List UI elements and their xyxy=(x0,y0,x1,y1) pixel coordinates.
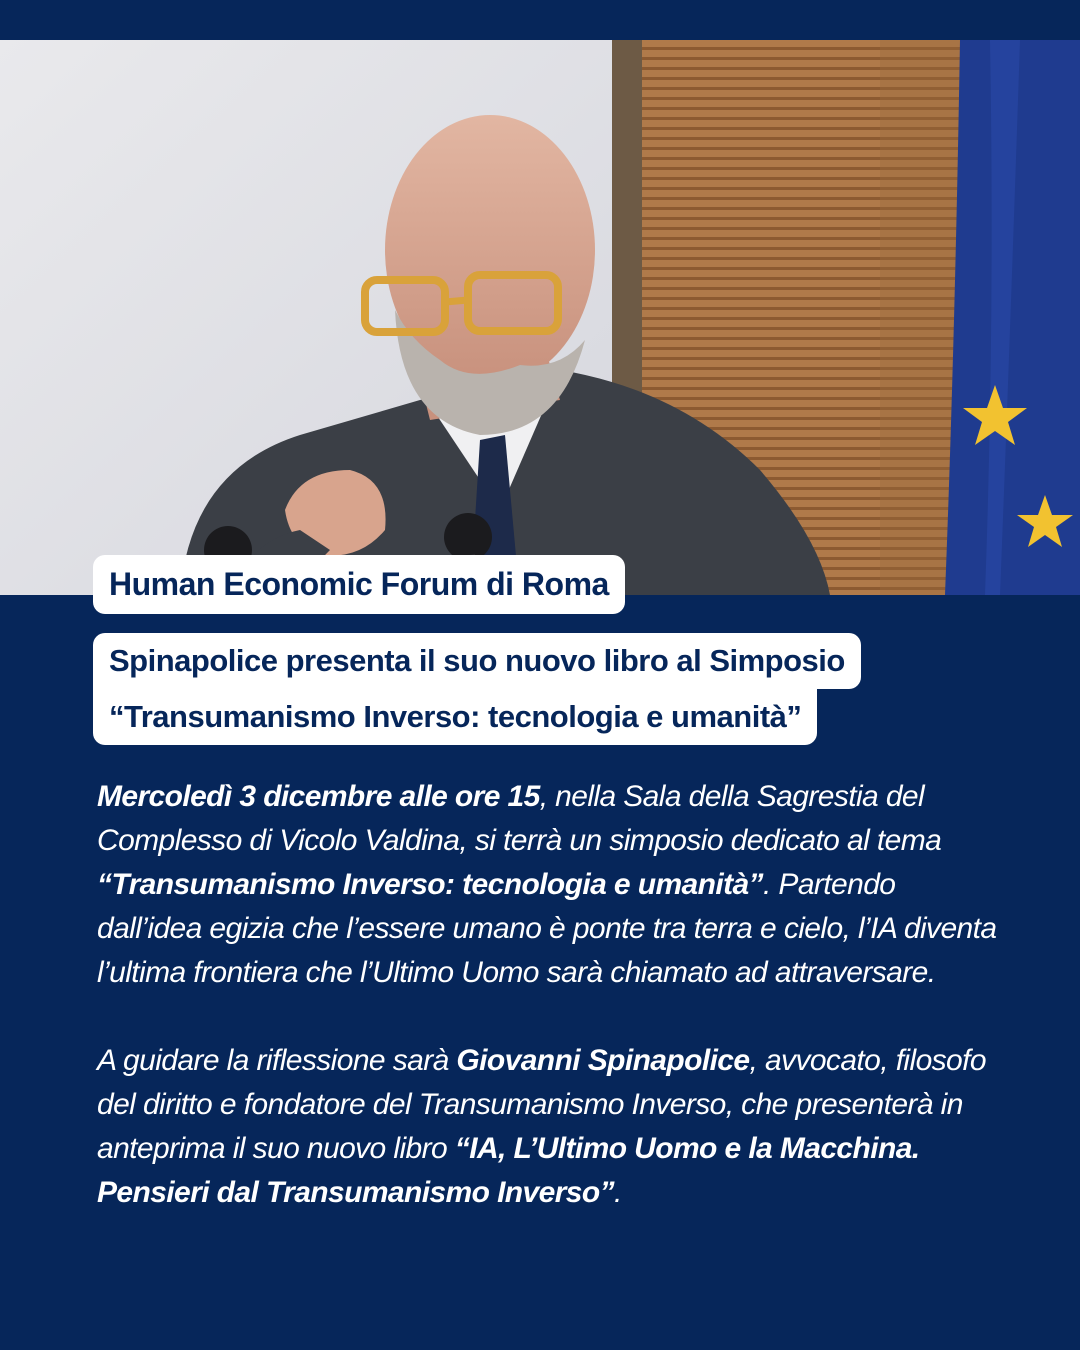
headline xyxy=(93,633,861,745)
paragraph-text: , nella Sala della Sagrestia del Complesso di Vicolo Valdina, si terrà un simposio dedicato al tema xyxy=(97,780,942,857)
paragraph-text: . xyxy=(613,1176,622,1209)
paragraph-text: . Partendo dall’idea egizia che l’essere umano è ponte tra terra e cielo, l’IA diventa l’ultima frontiera che l’Ultimo Uomo sarà chiamato ad attraversare. xyxy=(97,868,997,989)
paragraph-event-details xyxy=(97,775,997,995)
paragraph-speaker xyxy=(97,1039,997,1215)
headline-line-1: Spinapolice presenta il suo nuovo libro al Simposio xyxy=(93,633,861,689)
event-badge: Human Economic Forum di Roma xyxy=(93,555,625,614)
paragraph-text: A guidare la riflessione sarà xyxy=(97,1044,457,1077)
article-body xyxy=(97,775,997,1259)
paragraph-text: , avvocato, filosofo del diritto e fondatore del Transumanismo Inverso, che presenterà in anteprima il suo nuovo libro xyxy=(97,1044,986,1165)
speaker-photo xyxy=(0,40,1080,595)
headline-line-2: “Transumanismo Inverso: tecnologia e umanità” xyxy=(93,689,817,745)
book-title: “IA, L’Ultimo Uomo e la Macchina. Pensieri dal Transumanismo Inverso” xyxy=(97,1132,920,1209)
event-date: Mercoledì 3 dicembre alle ore 15 xyxy=(97,780,540,813)
speaker-name: Giovanni Spinapolice xyxy=(456,1044,750,1077)
event-theme: “Transumanismo Inverso: tecnologia e umanità” xyxy=(97,868,763,901)
speaker-photo-illustration xyxy=(0,40,1080,595)
